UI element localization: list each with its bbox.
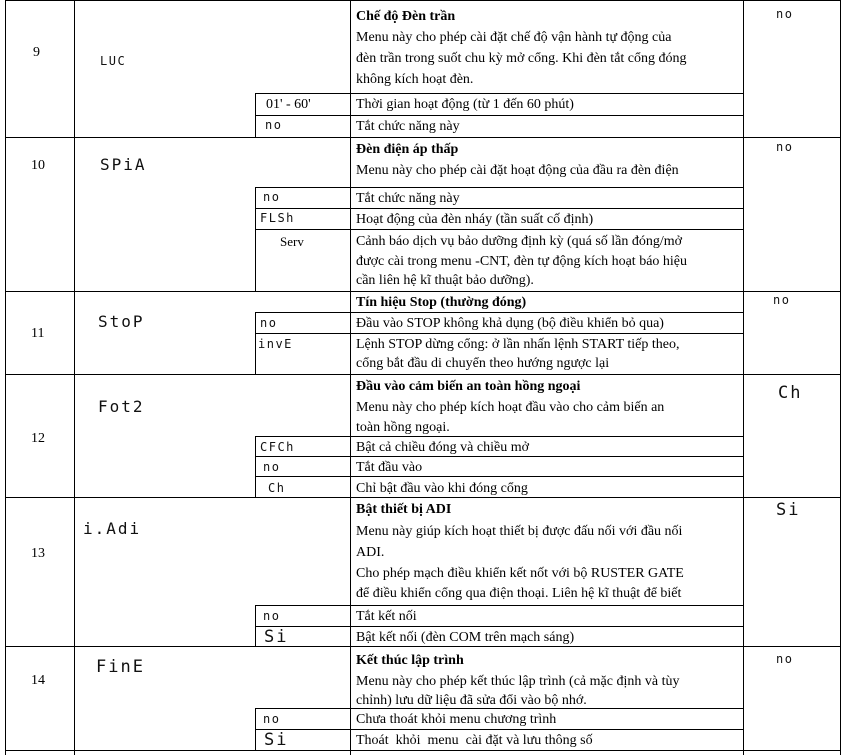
row-number: 11	[31, 326, 45, 341]
row-description: đèn trần trong suốt chu kỳ mở cổng. Khi đèn tắt cổng đóng	[356, 51, 687, 66]
option-description: Chỉ bật đầu vào khi đóng cổng	[356, 481, 528, 496]
row-number: 12	[31, 431, 45, 446]
row-description: toàn hồng ngoại.	[356, 420, 450, 435]
option-code: no	[265, 118, 283, 132]
option-description: Tắt chức năng này	[356, 191, 460, 206]
row-title: Bật thiết bị ADI	[356, 502, 452, 517]
default-value: no	[776, 652, 794, 666]
row-number: 9	[33, 45, 40, 60]
display-code: SPiA	[100, 155, 147, 174]
option-description: Chưa thoát khỏi menu chương trình	[356, 712, 557, 727]
row-description: chỉnh) lưu dữ liệu đã sửa đổi vào bộ nhớ.	[356, 693, 587, 708]
option-description: Tắt chức năng này	[356, 119, 460, 134]
row-description: không kích hoạt đèn.	[356, 72, 474, 87]
option-code: no	[263, 712, 281, 726]
default-value: Ch	[778, 383, 803, 403]
row-description: để điều khiển cổng qua điện thoại. Liên hệ kĩ thuật để biết	[356, 586, 682, 601]
option-code: 01' - 60'	[266, 97, 311, 112]
default-value: no	[776, 140, 794, 154]
row-title: Đầu vào cảm biến an toàn hồng ngoại	[356, 379, 581, 394]
row-number: 14	[31, 673, 45, 688]
option-description: Hoạt động của đèn nháy (tần suất cố định)	[356, 212, 594, 227]
option-code: no	[263, 609, 281, 623]
option-code: no	[263, 460, 281, 474]
default-value: no	[773, 293, 791, 307]
option-description: Cảnh báo dịch vụ bảo dưỡng định kỳ (quá số lần đóng/mở	[356, 234, 683, 249]
option-code: Ch	[268, 481, 286, 495]
row-title: Kết thúc lập trình	[356, 653, 464, 668]
default-value: no	[776, 7, 794, 21]
option-code: Si	[264, 730, 289, 750]
option-description: Đầu vào STOP không khả dụng (bộ điều khiển bỏ qua)	[356, 316, 664, 331]
option-description: được cài trong menu -CNT, đèn tự động kích hoạt báo hiệu	[356, 254, 688, 269]
row-description: ADI.	[356, 545, 385, 560]
row-number: 10	[31, 158, 45, 173]
option-description: Bật kết nối (đèn COM trên mạch sáng)	[356, 630, 575, 645]
row-title: Tín hiệu Stop (thường đóng)	[356, 295, 527, 310]
row-description: Cho phép mạch điều khiển kết nốt với bộ RUSTER GATE	[356, 566, 684, 581]
display-code: LUC	[100, 54, 127, 68]
option-code: no	[260, 316, 278, 330]
display-code: Fot2	[98, 397, 145, 416]
option-description: cổng bắt đầu di chuyển theo hướng ngược lại	[356, 356, 610, 371]
row-description: Menu này cho phép kết thúc lập trình (cả mặc định và tùy	[356, 674, 680, 689]
option-description: Bật cả chiều đóng và chiều mở	[356, 440, 530, 455]
display-code: StoP	[98, 312, 145, 331]
option-description: Tắt kết nối	[356, 609, 417, 624]
display-code: FinE	[96, 657, 145, 677]
row-description: Menu này cho phép kích hoạt đầu vào cho cảm biến an	[356, 400, 665, 415]
option-description: Thoát khỏi menu cài đặt và lưu thông số	[356, 733, 593, 748]
option-description: Tắt đầu vào	[356, 460, 423, 475]
row-description: Menu này cho phép cài đặt hoạt động của đầu ra đèn điện	[356, 163, 679, 178]
row-title: Chế độ Đèn trần	[356, 9, 456, 24]
row-description: Menu này cho phép cài đặt chế độ vận hành tự động của	[356, 30, 672, 45]
option-code: Serv	[280, 234, 304, 249]
default-value: Si	[776, 500, 801, 520]
row-title: Đèn điện áp thấp	[356, 142, 459, 157]
row-description: Menu này giúp kích hoạt thiết bị được đấu nối với đầu nối	[356, 524, 683, 539]
option-code: no	[263, 190, 281, 204]
option-description: Thời gian hoạt động (từ 1 đến 60 phút)	[356, 97, 574, 112]
option-code: Si	[264, 627, 289, 647]
display-code: i.Adi	[83, 519, 142, 538]
option-description: Lệnh STOP dừng cổng: ở lần nhấn lệnh START tiếp theo,	[356, 337, 680, 352]
row-number: 13	[31, 546, 45, 561]
option-code: CFCh	[260, 440, 295, 454]
option-code: invE	[258, 337, 293, 351]
option-description: cần liên hệ kĩ thuật bảo dưỡng).	[356, 273, 534, 288]
option-code: FLSh	[260, 211, 295, 225]
